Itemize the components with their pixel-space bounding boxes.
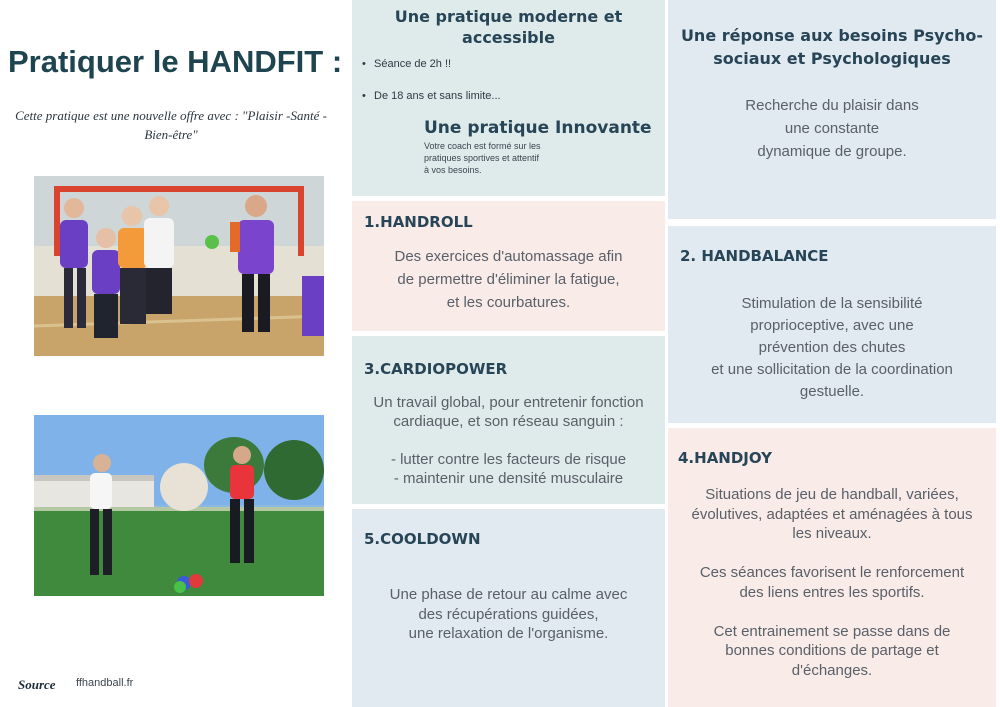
handroll-card	[352, 201, 665, 331]
handjoy-line: Cet entrainement se passe dans de	[713, 622, 951, 640]
handroll-title: 1.HANDROLL	[364, 213, 473, 231]
needs-card-title	[668, 24, 996, 70]
handbalance-line: Stimulation de la sensibilité	[741, 295, 923, 312]
handjoy-line: Situations de jeu de handball, variées,	[705, 486, 959, 503]
handroll-line: et les courbatures.	[446, 294, 571, 311]
cardiopower-line: cardiaque, et son réseau sanguin :	[393, 413, 624, 430]
handjoy-card	[668, 428, 996, 707]
cooldown-line: une relaxation de l'organisme.	[408, 625, 609, 642]
handbalance-line: gestuelle.	[799, 383, 865, 400]
handbalance-line: prévention des chutes	[758, 339, 906, 356]
page-title: Pratiquer le HANDFIT :	[8, 44, 343, 79]
handroll-text	[352, 245, 665, 314]
handjoy-title: 4.HANDJOY	[678, 449, 772, 467]
cardiopower-line: - lutter contre les facteurs de risque	[390, 451, 627, 468]
handroll-line: de permettre d'éliminer la fatigue,	[397, 271, 620, 288]
bullet-item	[362, 90, 501, 102]
handbalance-line: et une sollicitation de la coordination	[711, 361, 953, 378]
handroll-line: Des exercices d'automassage afin	[394, 248, 623, 265]
handjoy-line	[668, 602, 996, 622]
handjoy-line: Ces séances favorisent le renforcement	[699, 564, 965, 581]
cooldown-line: Une phase de retour au calme avec	[389, 586, 628, 603]
handjoy-line: les niveaux.	[792, 525, 872, 542]
cardiopower-card	[352, 336, 665, 504]
cardiopower-title: 3.CARDIOPOWER	[364, 360, 508, 378]
cardiopower-text	[352, 393, 665, 488]
handbalance-title: 2. HANDBALANCE	[680, 247, 829, 265]
intro-text: Cette pratique est une nouvelle offre avec : "Plaisir -Santé - Bien-être"	[15, 108, 327, 142]
handjoy-line: évolutives, adaptées et aménagées à tous	[691, 505, 973, 523]
cardiopower-line	[352, 431, 665, 450]
bullet-text: Séance de 2h !!	[374, 58, 452, 70]
cardiopower-line: Un travail global, pour entretenir fonction	[373, 394, 644, 411]
needs-title-line: sociaux et Psychologiques	[713, 49, 951, 68]
handjoy-text	[668, 485, 996, 680]
cooldown-line: des récupérations guidées,	[418, 605, 599, 623]
handbalance-text	[668, 293, 996, 403]
source-label: Source	[18, 677, 56, 692]
cooldown-card	[352, 509, 665, 707]
needs-text-line: Recherche du plaisir dans	[745, 97, 919, 114]
bullet-item	[362, 58, 451, 70]
handjoy-line: d'échanges.	[791, 661, 873, 679]
intro-card-title	[352, 6, 665, 48]
innovation-line: Votre coach est formé sur les	[424, 141, 541, 151]
cooldown-title: 5.COOLDOWN	[364, 530, 481, 548]
handbalance-card	[668, 226, 996, 423]
needs-title-line: Une réponse aux besoins Psycho-	[680, 26, 984, 45]
innovation-text	[424, 140, 614, 176]
bullet-text: De 18 ans et sans limite...	[374, 90, 501, 102]
handjoy-line: des liens entres les sportifs.	[739, 583, 925, 601]
intro-card-title-line: Une pratique moderne et	[394, 7, 623, 26]
needs-card-text	[668, 94, 996, 163]
ball-exercise-photo	[34, 415, 324, 596]
bullet-icon: •	[362, 90, 366, 102]
intro-card-title-line: accessible	[462, 28, 555, 47]
cardiopower-line: - maintenir une densité musculaire	[393, 470, 624, 487]
cooldown-text	[352, 585, 665, 644]
innovation-line: à vos besoins.	[424, 165, 482, 175]
needs-card	[668, 0, 996, 219]
source-link[interactable]: ffhandball.fr	[76, 677, 134, 689]
handjoy-line	[668, 544, 996, 564]
innovation-line: pratiques sportives et attentif	[424, 153, 540, 163]
handbalance-line: proprioceptive, avec une	[750, 317, 914, 334]
handjoy-line: bonnes conditions de partage et	[725, 642, 939, 659]
needs-text-line: une constante	[784, 120, 880, 137]
needs-text-line: dynamique de groupe.	[757, 143, 907, 160]
innovation-title: Une pratique Innovante	[424, 118, 652, 138]
handball-training-photo	[34, 176, 324, 356]
intro-card	[352, 0, 665, 196]
bullet-icon: •	[362, 58, 366, 70]
